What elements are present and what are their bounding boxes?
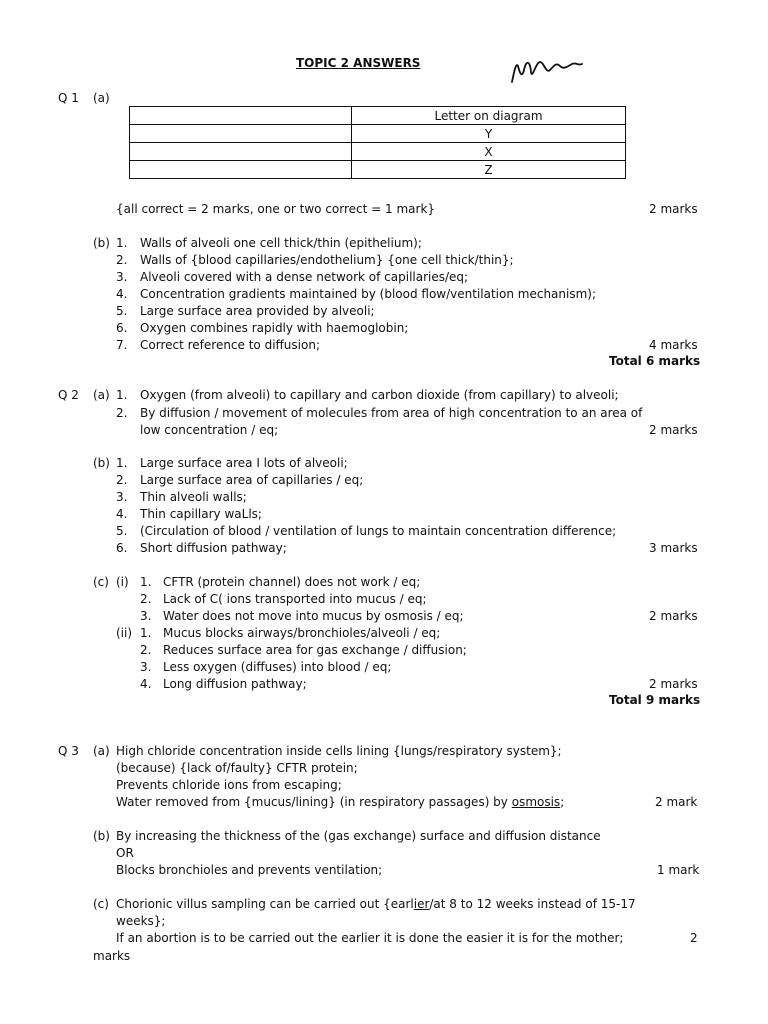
- list-item: Oxygen (from alveoli) to capillary and carbon dioxide (from capillary) to alveoli;: [140, 388, 619, 402]
- answer-line: If an abortion is to be carried out the earlier it is done the easier it is for the mother;: [116, 931, 624, 945]
- table-cell: Y: [352, 125, 626, 143]
- answer-line: (because) {lack of/faulty} CFTR protein;: [116, 761, 358, 775]
- list-item-number: 3.: [116, 270, 128, 284]
- list-item: Thin capillary waLls;: [140, 507, 262, 521]
- table-cell: X: [352, 143, 626, 161]
- underlined-term: osmosis: [511, 795, 561, 809]
- list-item-number: 3.: [116, 490, 128, 504]
- total-marks: Total 6 marks: [609, 354, 701, 368]
- q3-part-b: (b): [93, 829, 110, 843]
- marking-note: {all correct = 2 marks, one or two correct = 1 mark}: [116, 202, 436, 216]
- list-item-number: 1.: [140, 575, 152, 589]
- list-item: (Circulation of blood / ventilation of lungs to maintain concentration difference;: [140, 524, 617, 538]
- list-item-number: 3.: [140, 609, 152, 623]
- list-item-number: 6.: [116, 541, 128, 555]
- marks: 2 marks: [649, 609, 698, 623]
- underlined-term: ier: [413, 897, 430, 911]
- table-row: [130, 143, 626, 161]
- marks: 4 marks: [649, 338, 698, 352]
- table-cell-empty: [130, 125, 352, 143]
- table-cell-empty: [130, 107, 352, 125]
- table-cell-empty: [130, 161, 352, 179]
- table-cell-empty: [130, 143, 352, 161]
- marks: 3 marks: [649, 541, 698, 555]
- list-item-number: 4.: [140, 677, 152, 691]
- list-item: Walls of {blood capillaries/endothelium} {one cell thick/thin};: [140, 253, 514, 267]
- marks: 2 marks: [649, 677, 698, 691]
- table-row: [130, 161, 626, 179]
- list-item-number: 1.: [116, 456, 128, 470]
- list-item-continuation: low concentration / eq;: [140, 423, 279, 437]
- list-item: Correct reference to diffusion;: [140, 338, 320, 352]
- list-item: Less oxygen (diffuses) into blood / eq;: [163, 660, 392, 674]
- marks: 2 marks: [649, 423, 698, 437]
- list-item-number: 3.: [140, 660, 152, 674]
- answer-line: weeks};: [116, 914, 166, 928]
- list-item-number: 2.: [116, 253, 128, 267]
- list-item: Large surface area of capillaries / eq;: [140, 473, 364, 487]
- answer-table: [129, 106, 626, 179]
- list-item: Alveoli covered with a dense network of capillaries/eq;: [140, 270, 469, 284]
- q2-c-i: (i): [116, 575, 129, 589]
- page-title: TOPIC 2 ANSWERS: [296, 56, 421, 70]
- list-item-number: 5.: [116, 524, 128, 538]
- list-item: Walls of alveoli one cell thick/thin (epithelium);: [140, 236, 422, 250]
- marks-number: 2: [690, 931, 698, 945]
- list-item: Large surface area I lots of alveoli;: [140, 456, 348, 470]
- list-item-number: 4.: [116, 287, 128, 301]
- list-item-number: 2.: [140, 592, 152, 606]
- total-marks: Total 9 marks: [609, 693, 701, 707]
- list-item-number: 1.: [116, 388, 128, 402]
- q1-label: Q 1: [58, 91, 79, 105]
- answer-line: Blocks bronchioles and prevents ventilation;: [116, 863, 383, 877]
- handwritten-signature: [506, 52, 586, 86]
- list-item-number: 4.: [116, 507, 128, 521]
- list-item-number: 7.: [116, 338, 128, 352]
- marks-word: marks: [93, 949, 131, 963]
- q1-part-a: (a): [93, 91, 110, 105]
- list-item: Thin alveoli walls;: [140, 490, 247, 504]
- list-item-number: 1.: [116, 236, 128, 250]
- table-header: Letter on diagram: [352, 107, 626, 125]
- q2-part-a: (a): [93, 388, 110, 402]
- table-header-row: [130, 107, 626, 125]
- table-row: [130, 125, 626, 143]
- list-item-number: 5.: [116, 304, 128, 318]
- marks: 2 marks: [649, 202, 698, 216]
- list-item-number: 6.: [116, 321, 128, 335]
- answer-text: ;: [560, 795, 565, 809]
- list-item: Reduces surface area for gas exchange / diffusion;: [163, 643, 467, 657]
- q2-part-b: (b): [93, 456, 110, 470]
- answer-text: /at 8 to 12 weeks instead of 15-17: [429, 897, 636, 911]
- answer-line: [116, 795, 564, 809]
- marks: 2 mark: [655, 795, 698, 809]
- q3-part-c: (c): [93, 897, 109, 911]
- answer-line: Prevents chloride ions from escaping;: [116, 778, 342, 792]
- answer-line: High chloride concentration inside cells lining {lungs/respiratory system};: [116, 744, 562, 758]
- q2-part-c: (c): [93, 575, 109, 589]
- list-item: Large surface area provided by alveoli;: [140, 304, 375, 318]
- list-item: CFTR (protein channel) does not work / eq;: [163, 575, 421, 589]
- answer-line: By increasing the thickness of the (gas exchange) surface and diffusion distance: [116, 829, 601, 843]
- answer-text: Water removed from {mucus/lining} (in respiratory passages) by: [116, 795, 512, 809]
- q2-c-ii: (ii): [116, 626, 133, 640]
- q3-part-a: (a): [93, 744, 110, 758]
- list-item: Oxygen combines rapidly with haemoglobin;: [140, 321, 409, 335]
- table-cell: Z: [352, 161, 626, 179]
- list-item: By diffusion / movement of molecules from area of high concentration to an area of: [140, 406, 643, 420]
- answer-line: [116, 897, 636, 911]
- list-item: Long diffusion pathway;: [163, 677, 307, 691]
- list-item: Water does not move into mucus by osmosis / eq;: [163, 609, 464, 623]
- list-item: Concentration gradients maintained by (blood flow/ventilation mechanism);: [140, 287, 597, 301]
- q3-label: Q 3: [58, 744, 79, 758]
- list-item-number: 2.: [140, 643, 152, 657]
- list-item-number: 2.: [116, 406, 128, 420]
- q2-label: Q 2: [58, 388, 79, 402]
- list-item-number: 1.: [140, 626, 152, 640]
- answer-text: Chorionic villus sampling can be carried out {earl: [116, 897, 414, 911]
- list-item: Short diffusion pathway;: [140, 541, 287, 555]
- marks: 1 mark: [657, 863, 700, 877]
- list-item: Lack of C( ions transported into mucus / eq;: [163, 592, 427, 606]
- q1-part-b: (b): [93, 236, 110, 250]
- answer-line: OR: [116, 846, 134, 860]
- list-item-number: 2.: [116, 473, 128, 487]
- list-item: Mucus blocks airways/bronchioles/alveoli / eq;: [163, 626, 441, 640]
